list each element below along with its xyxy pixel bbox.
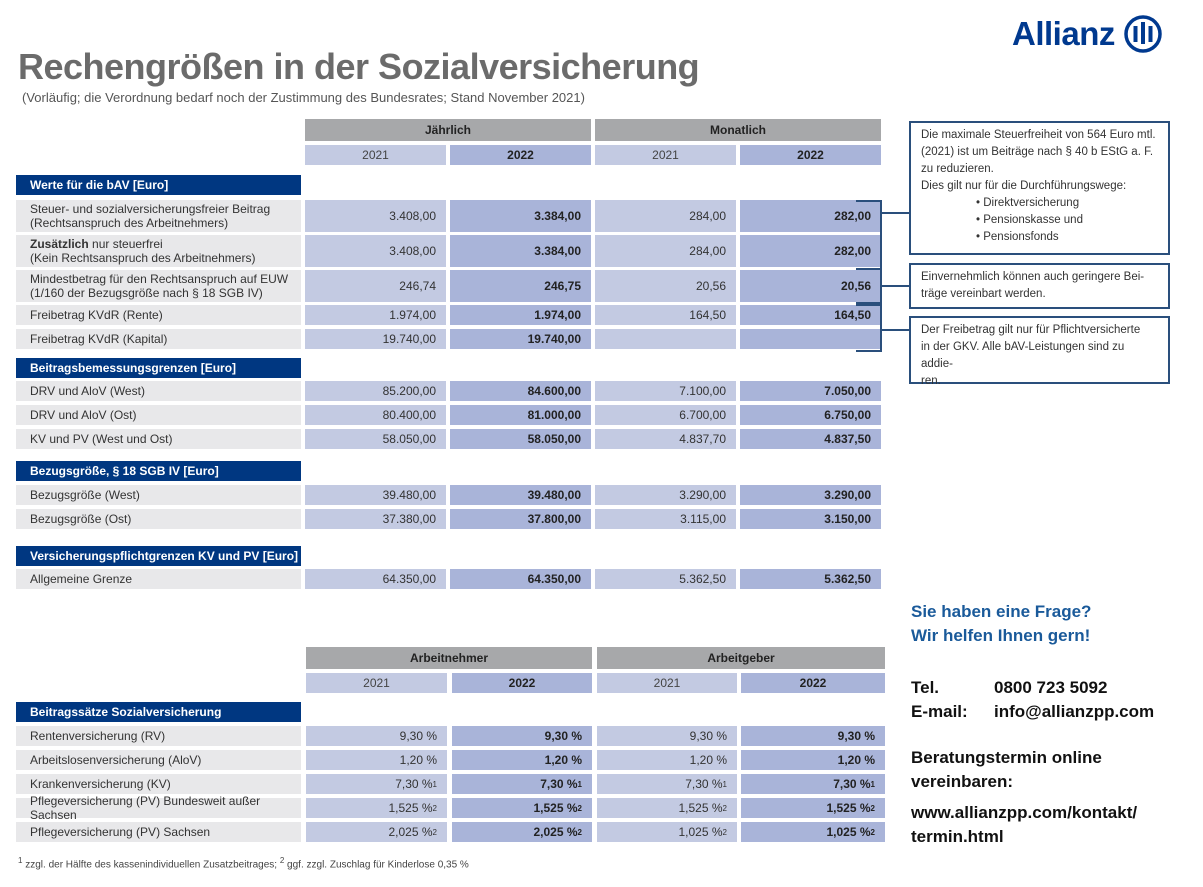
cell-value: 9,30 % <box>741 726 885 746</box>
note-mindestbetrag: Einvernehmlich können auch geringere Bei- träge vereinbart werden. <box>909 263 1170 309</box>
cell-value: 7.050,00 <box>740 381 881 401</box>
cell-value: 85.200,00 <box>305 381 446 401</box>
allianz-logo <box>1012 14 1163 54</box>
cell-value: 1,525 % 2 <box>597 798 737 818</box>
cell-value: 1,025 % 2 <box>741 822 885 842</box>
cell-value: 2,025 % 2 <box>452 822 592 842</box>
cell-value: 1,20 % <box>741 750 885 770</box>
note-bracket <box>856 200 882 270</box>
cell-value: 3.384,00 <box>450 200 591 232</box>
note-bracket <box>856 304 882 352</box>
cell-value: 9,30 % <box>597 726 737 746</box>
row-label: Pflegeversicherung (PV) Bundesweit außer Sachsen <box>16 798 301 818</box>
cell-value: 5.362,50 <box>595 569 736 589</box>
section-title-versicherungspflichtgrenzen: Versicherungspflichtgrenzen KV und PV [Euro] <box>16 546 301 566</box>
cell-value: 20,56 <box>595 270 736 302</box>
cell-value: 3.290,00 <box>740 485 881 505</box>
row-label: Rentenversicherung (RV) <box>16 726 301 746</box>
cell-value: 3.408,00 <box>305 200 446 232</box>
header-year-2021: 2021 <box>306 673 447 693</box>
cell-value: 7,30 % 1 <box>306 774 447 794</box>
note-connector <box>880 329 910 331</box>
header-year-2022: 2022 <box>450 145 591 165</box>
contact-question: Sie haben eine Frage? Wir helfen Ihnen gern! <box>911 602 1092 645</box>
row-label: Bezugsgröße (West) <box>16 485 301 505</box>
row-label: Krankenversicherung (KV) <box>16 774 301 794</box>
header-year-2022: 2022 <box>741 673 885 693</box>
cell-value: 3.150,00 <box>740 509 881 529</box>
header-arbeitgeber: Arbeitgeber <box>597 647 885 669</box>
page-title: Rechengrößen in der Sozialversicherung <box>18 46 700 87</box>
contact-appointment: Beratungstermin online vereinbaren: <box>911 748 1102 791</box>
logo-text: Allianz <box>1012 15 1115 52</box>
footnote: $^1$ zzgl. der Hälfte des kassenindividuellen Zusatzbeitrages; $^2$ ggf. zzgl. Zuschlag für Kinderlose 0,35 % <box>18 856 469 871</box>
cell-value: 37.380,00 <box>305 509 446 529</box>
header-jaehrlich: Jährlich <box>305 119 591 141</box>
cell-value: 1,20 % <box>306 750 447 770</box>
note-connector <box>880 212 910 214</box>
cell-value: 5.362,50 <box>740 569 881 589</box>
appointment-link[interactable]: www.allianzpp.com/kontakt/ termin.html <box>911 803 1138 846</box>
header-year-2022: 2022 <box>740 145 881 165</box>
contact-email: E-mail: info@allianzpp.com <box>911 702 1155 721</box>
row-label: Freibetrag KVdR (Kapital) <box>16 329 301 349</box>
contact-tel: Tel. 0800 723 5092 <box>911 678 1108 697</box>
row-label: DRV und AloV (West) <box>16 381 301 401</box>
row-label: Mindestbetrag für den Rechtsanspruch auf EUW (1/160 der Bezugsgröße nach § 18 SGB IV) <box>16 270 301 302</box>
cell-value: 4.837,50 <box>740 429 881 449</box>
cell-value: 19.740,00 <box>450 329 591 349</box>
row-label: Freibetrag KVdR (Rente) <box>16 305 301 325</box>
cell-value: 3.290,00 <box>595 485 736 505</box>
section-title-bbg: Beitragsbemessungsgrenzen [Euro] <box>16 358 301 378</box>
row-label: Pflegeversicherung (PV) Sachsen <box>16 822 301 842</box>
cell-value: 1.974,00 <box>450 305 591 325</box>
row-label: KV und PV (West und Ost) <box>16 429 301 449</box>
cell-value: 164,50 <box>740 305 881 325</box>
row-label: Zusätzlich nur steuerfrei (Kein Rechtsanspruch des Arbeitnehmers) <box>16 235 301 267</box>
cell-value: 1,525 % 2 <box>452 798 592 818</box>
row-label: Bezugsgröße (Ost) <box>16 509 301 529</box>
allianz-eagle-icon <box>1123 14 1163 54</box>
cell-value: 81.000,00 <box>450 405 591 425</box>
cell-value: 7,30 % 1 <box>597 774 737 794</box>
cell-value: 84.600,00 <box>450 381 591 401</box>
cell-value: 37.800,00 <box>450 509 591 529</box>
cell-value: 284,00 <box>595 200 736 232</box>
tel-link[interactable]: 0800 723 5092 <box>994 678 1108 697</box>
cell-value: 1,20 % <box>452 750 592 770</box>
cell-value: 58.050,00 <box>305 429 446 449</box>
cell-value: 58.050,00 <box>450 429 591 449</box>
note-steuerfreiheit: Die maximale Steuerfreiheit von 564 Euro mtl. (2021) ist um Beiträge nach § 40 b EStG a. F. zu reduzieren. Dies gilt nur für die Durchführungswege: • Direktversicherung • Pensionskasse und • Pensionsfonds <box>909 121 1170 255</box>
cell-value: 3.384,00 <box>450 235 591 267</box>
cell-value: 282,00 <box>740 200 881 232</box>
cell-value: 39.480,00 <box>305 485 446 505</box>
cell-value: 284,00 <box>595 235 736 267</box>
cell-value: 64.350,00 <box>305 569 446 589</box>
cell-value <box>595 329 736 349</box>
cell-value: 9,30 % <box>452 726 592 746</box>
cell-value: 1.974,00 <box>305 305 446 325</box>
row-label: Arbeitslosenversicherung (AloV) <box>16 750 301 770</box>
row-label: Allgemeine Grenze <box>16 569 301 589</box>
cell-value: 3.408,00 <box>305 235 446 267</box>
cell-value: 1,525 % 2 <box>306 798 447 818</box>
note-connector <box>880 285 910 287</box>
section-title-beitragssaetze: Beitragssätze Sozialversicherung <box>16 702 301 722</box>
header-monatlich: Monatlich <box>595 119 881 141</box>
header-year-2022: 2022 <box>452 673 592 693</box>
page-subtitle: (Vorläufig; die Verordnung bedarf noch der Zustimmung des Bundesrates; Stand November 2021) <box>22 90 585 105</box>
email-link[interactable]: info@allianzpp.com <box>994 702 1155 721</box>
cell-value: 39.480,00 <box>450 485 591 505</box>
cell-value: 7,30 % 1 <box>741 774 885 794</box>
cell-value: 6.700,00 <box>595 405 736 425</box>
cell-value: 7.100,00 <box>595 381 736 401</box>
cell-value: 1,025 % 2 <box>597 822 737 842</box>
header-year-2021: 2021 <box>597 673 737 693</box>
cell-value: 1,20 % <box>597 750 737 770</box>
cell-value: 2,025 % 2 <box>306 822 447 842</box>
cell-value: 282,00 <box>740 235 881 267</box>
cell-value: 80.400,00 <box>305 405 446 425</box>
cell-value: 3.115,00 <box>595 509 736 529</box>
header-year-2021: 2021 <box>595 145 736 165</box>
cell-value: 246,74 <box>305 270 446 302</box>
section-title-bav: Werte für die bAV [Euro] <box>16 175 301 195</box>
note-freibetrag: Der Freibetrag gilt nur für Pflichtversicherte in der GKV. Alle bAV-Leistungen sind zu addie- ren. <box>909 316 1170 384</box>
cell-value: 4.837,70 <box>595 429 736 449</box>
header-year-2021: 2021 <box>305 145 446 165</box>
cell-value: 164,50 <box>595 305 736 325</box>
cell-value: 19.740,00 <box>305 329 446 349</box>
note-bracket <box>856 268 882 304</box>
row-label: DRV und AloV (Ost) <box>16 405 301 425</box>
cell-value: 1,525 % 2 <box>741 798 885 818</box>
cell-value: 64.350,00 <box>450 569 591 589</box>
cell-value: 246,75 <box>450 270 591 302</box>
cell-value: 20,56 <box>740 270 881 302</box>
cell-value: 6.750,00 <box>740 405 881 425</box>
cell-value: 7,30 % 1 <box>452 774 592 794</box>
row-label: Steuer- und sozialversicherungsfreier Beitrag (Rechtsanspruch des Arbeitnehmers) <box>16 200 301 232</box>
cell-value: 9,30 % <box>306 726 447 746</box>
section-title-bezugsgroesse: Bezugsgröße, § 18 SGB IV [Euro] <box>16 461 301 481</box>
header-arbeitnehmer: Arbeitnehmer <box>306 647 592 669</box>
